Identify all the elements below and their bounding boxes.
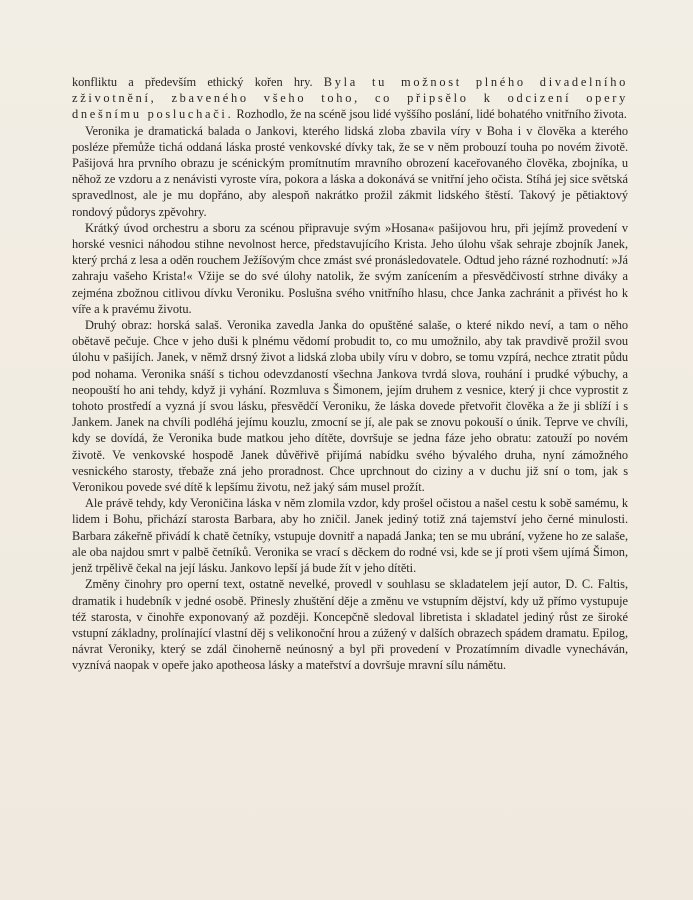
paragraph-1: [72, 74, 628, 123]
paragraph-3: Krátký úvod orchestru a sboru za scénou připravuje svým »Hosana« pašijovou hru, při jejímž provedení v horské vesnici náhodou stihne nevolnost herce, představujícího Krista. Jeho úlohu však sehraje zbojník Janek, který prchá z lesa a oděn rouchem Ježíšovým chce zmást své pronásledovatele. Odtud jeho rázné rozhodnutí: »Já zahraju vašeho Krista!« Vžije se do své úlohy natolik, že svým zanícením a přesvědčivostí strhne diváky a zejména zbožnou citlivou dívku Veroniku. Poslušna svého vnitřního hlasu, chce Janka zachránit a přivést ho k víře a k pravému životu.: [72, 220, 628, 316]
spaced-emphasis: Byla tu možnost plného divadelního zživotnění, zbaveného všeho toho, co připsělo k odcizení opery dnešnímu posluchači.: [72, 75, 628, 122]
paragraph-1-end: Rozhodlo, že na scéně jsou lidé vyššího poslání, lidé bohatého vnitřního života.: [233, 107, 627, 122]
body-text: [72, 74, 628, 674]
paragraph-1-start: konfliktu a především ethický kořen hry.: [72, 75, 324, 89]
paragraph-4: Druhý obraz: horská salaš. Veronika zavedla Janka do opuštěné salaše, o které nikdo neví, a tam o něho obětavě pečuje. Chce v jeho duši k plnému vědomí probudit to, co mu umožnilo, aby tak pravdivě prožil svou úlohu v pašijích. Janek, v němž drsný život a lidská zloba ubily víru v dobro, se tomu vzpírá, nechce ztratit půdu pod nohama. Veronika snáší s tichou odevzdaností všechna Jankova tvrdá slova, rouhání i prudké výbuchy, a neopouští ho ani tehdy, když ji vyhání. Rozmluva s Šimonem, jejím druhem z vesnice, který ji chce vyprostit z tohoto prostředí a vyzná jí svou lásku, přesvědčí Veroniku, že láska dovede přetvořit člověka a že ji sblíží i s Jankem. Janek na chvíli podléhá jejímu kouzlu, zmocní se jí, ale pak se znovu pokouší o únik. Teprve ve chvíli, kdy se dovídá, že Veronika bude matkou jeho dítěte, dovršuje se jedna fáze jeho obratu: zatouží po novém životě. Ve venkovské hospodě Janek důvěřivě přijímá nabídku svého bývalého druha, nyní zámožného vesnického starosty, třebaže zná jeho proradnost. Chce uprchnout do ciziny a v duchu již sní o tom, jak s Veronikou povede své dítě k lepšímu životu, než jaký sám musel prožít.: [72, 318, 628, 495]
paragraph-6: Změny činohry pro operní text, ostatně nevelké, provedl v souhlasu se skladatelem její autor, D. C. Faltis, dramatik i hudebník v jedné osobě. Přinesly zhuštění děje a změnu ve vstupním dějství, kdy už přímo vystupuje též starosta, v činohře exponovaný až později. Koncepčně sledoval libretista i skladatel jediný růst ze široké vstupní základny, prolínající vlastní děj s velikonoční hrou a zúžený v dalších obrazech spádem dramatu. Epilog, návrat Veroniky, který se zdál činoherně neúnosný a byl při provedení v Prozatímním divadle vynecháván, vyznívá naopak v opeře jako apotheosa lásky a mateřství a dovršuje mravní sílu námětu.: [72, 577, 628, 673]
paragraph-2: Veronika je dramatická balada o Jankovi, kterého lidská zloba zbavila víry v Boha i v člověka a kterého posléze přemůže tichá oddaná láska prosté venkovské dívky tak, že se v něm probouzí touha po novém životě. Pašijová hra prvního obrazu je scénickým promítnutím mravního obrození kaceřovaného člověka, zbojníka, u něhož ze vzdoru a z nenávisti vyroste víra, pokora a láska a dokonává se vnitřní jeho očista. Stíhá jej sice světská spravedlnost, ale je mu dopřáno, aby alespoň nakrátko prožil zákmit lidského štěstí. Takový je pětiaktový rondový půdorys zpěvohry.: [72, 123, 628, 219]
paragraph-5: Ale právě tehdy, kdy Veroničina láska v něm zlomila vzdor, kdy prošel očistou a našel cestu k sobě samému, k lidem i Bohu, přichází starosta Barbara, aby ho zničil. Janek jediný totiž zná tajemství jeho černé minulosti. Barbara zákeřně přivádí k chatě četníky, vstupuje dovnitř a napadá Janka; ten se mu ubrání, vyžene ho ze salaše, ale oba najdou smrt v palbě četníků. Veronika se vrací s děckem do rodné vsi, kde se jí proti všem ujímá Šimon, jenž trpělivě čekal na její lásku. Jankovo lepší já bude žít v jeho dítěti.: [72, 496, 628, 576]
